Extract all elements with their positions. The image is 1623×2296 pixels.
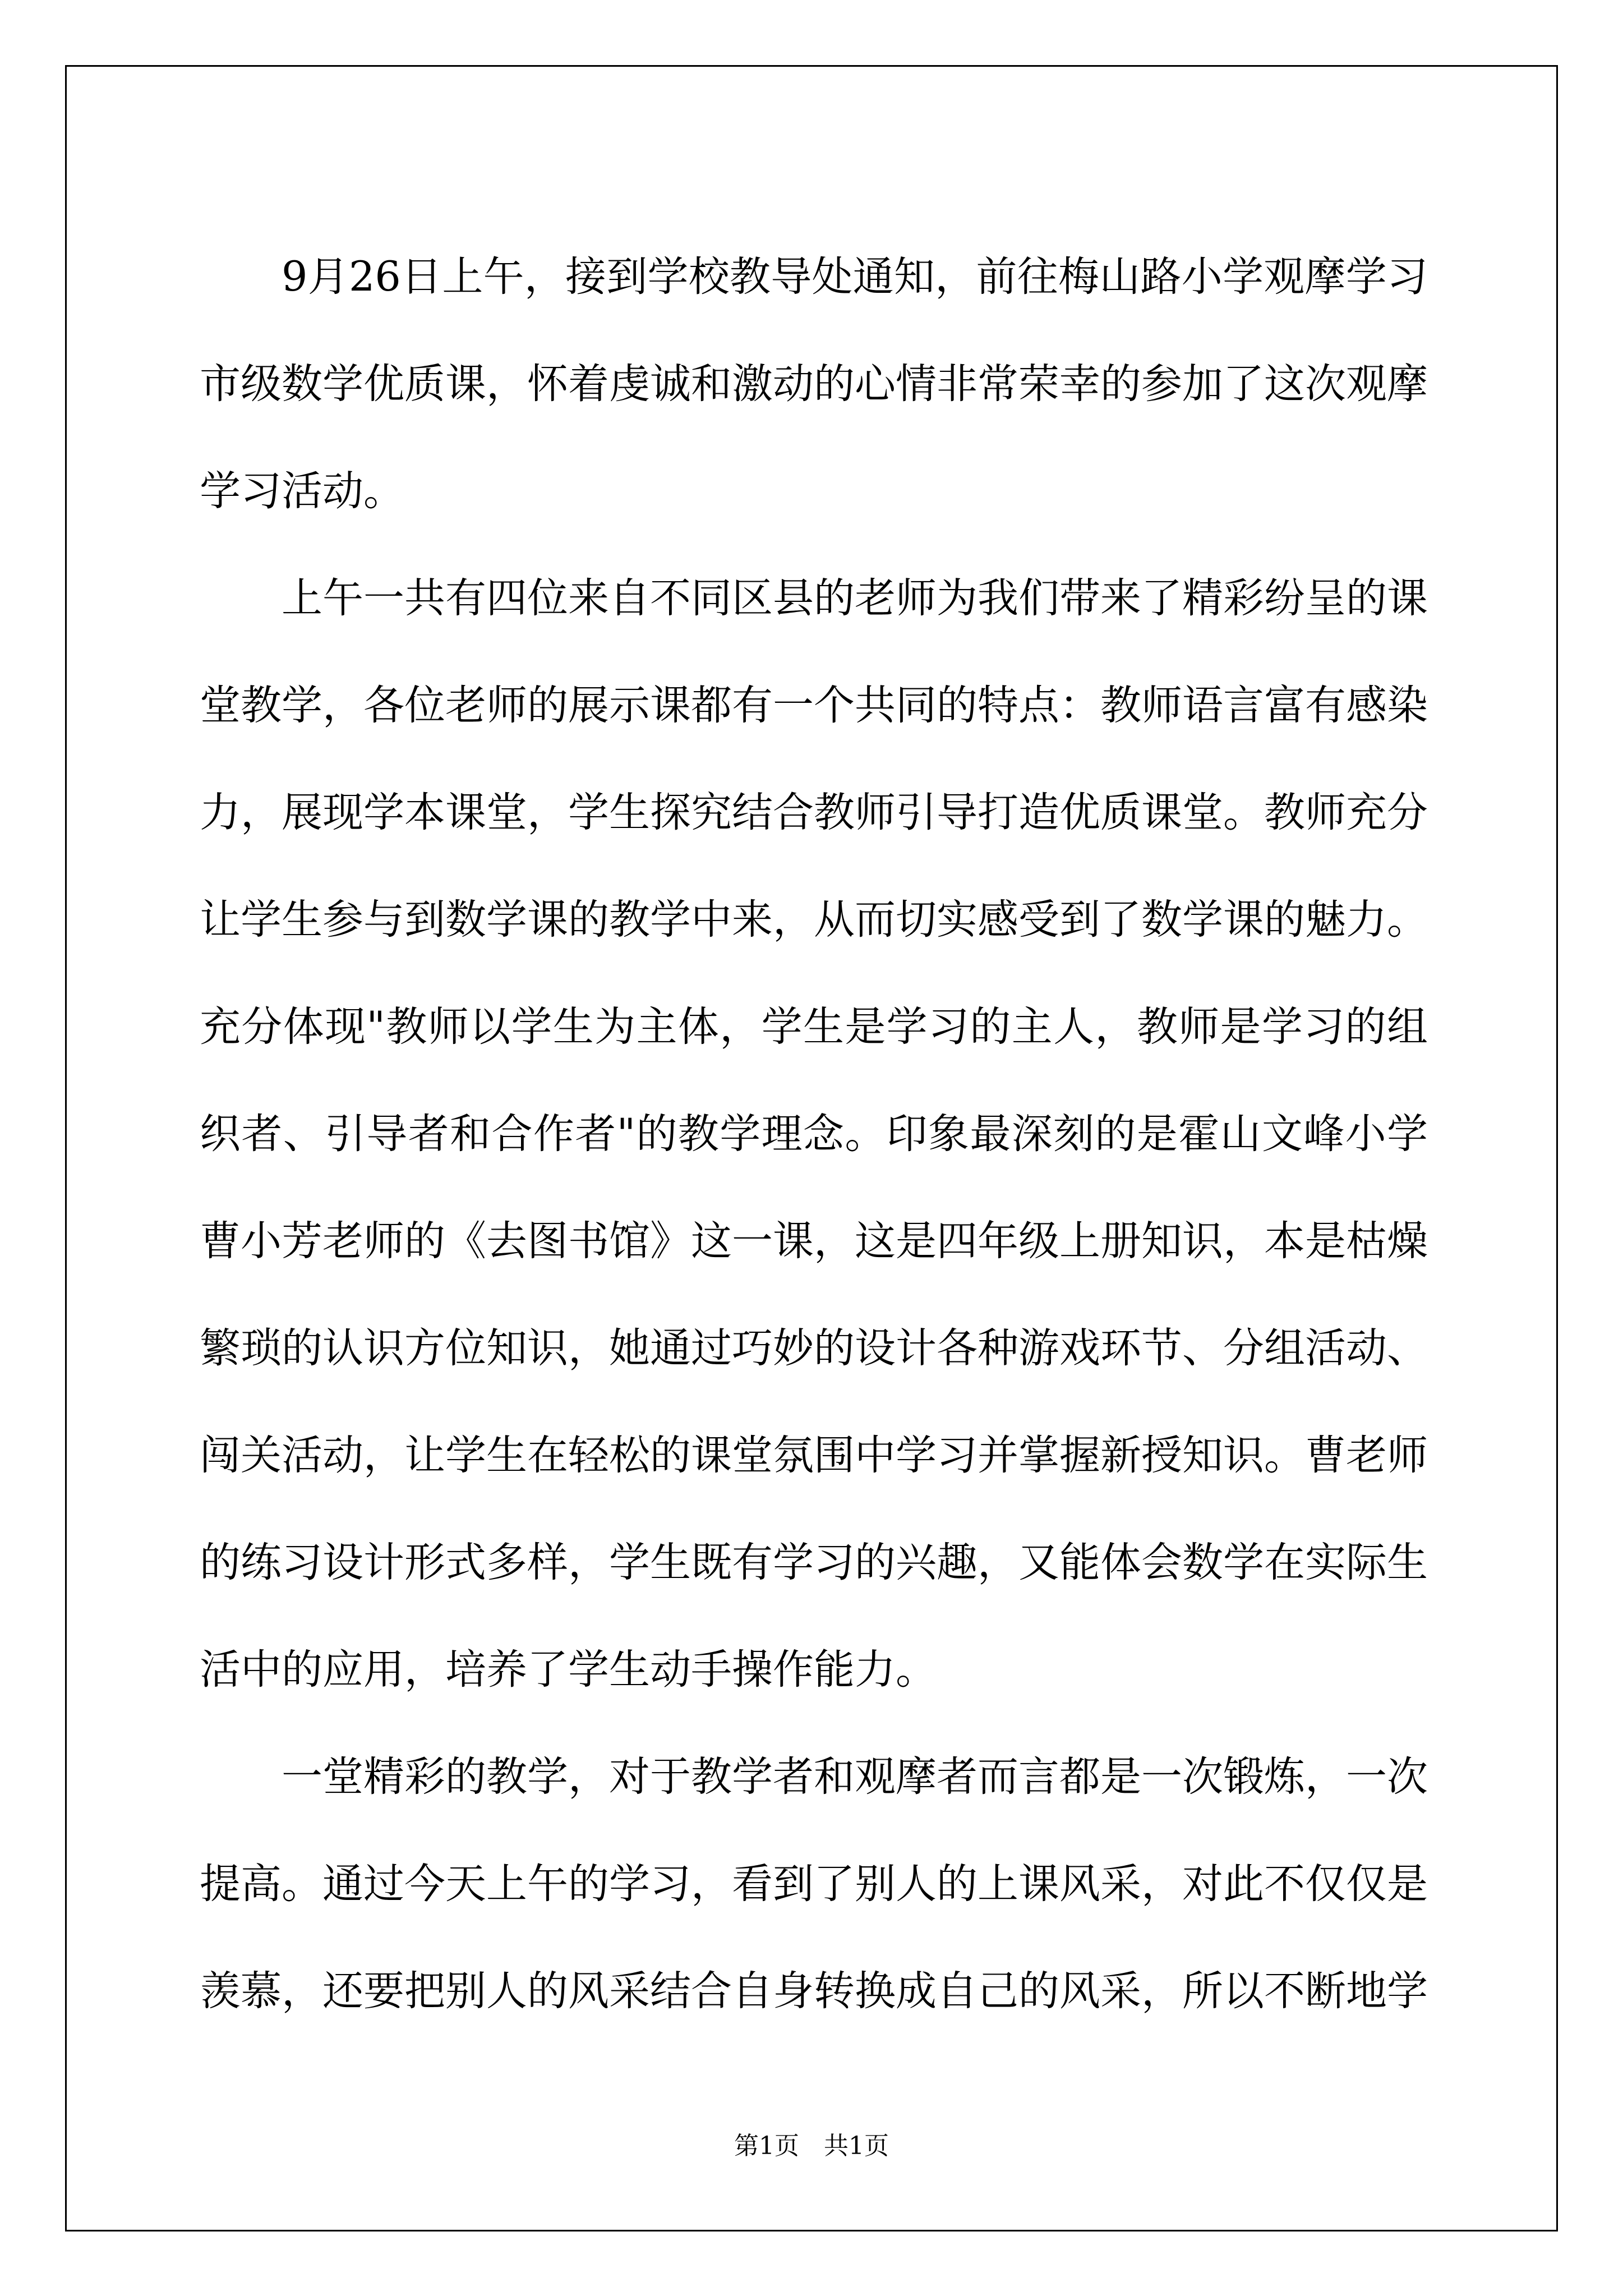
- page-footer: [0, 2129, 1623, 2163]
- page-number-current: 第1页: [734, 2132, 799, 2160]
- page-number-total: 共1页: [824, 2132, 889, 2160]
- paragraph-1: 9月26日上午，接到学校教导处通知，前往梅山路小学观摩学习市级数学优质课，怀着虔诚和激动的心情非常荣幸的参加了这次观摩学习活动。: [200, 253, 1428, 515]
- paragraph-3: 一堂精彩的教学，对于教学者和观摩者而言都是一次锻炼，一次提高。通过今天上午的学习，看到了别人的上课风采，对此不仅仅是羡慕，还要把别人的风采结合自身转换成自己的风采，所以不断地学: [200, 1753, 1428, 2015]
- paragraph-2: 上午一共有四位来自不同区县的老师为我们带来了精彩纷呈的课堂教学，各位老师的展示课都有一个共同的特点：教师语言富有感染力，展现学本课堂，学生探究结合教师引导打造优质课堂。教师充分让学生参与到数学课的教学中来，从而切实感受到了数学课的魅力。充分体现"教师以学生为主体，学生是学习的主人，教师是学习的组织者、引导者和合作者"的教学理念。印象最深刻的是霍山文峰小学曹小芳老师的《去图书馆》这一课，这是四年级上册知识，本是枯燥繁琐的认识方位知识，她通过巧妙的设计各种游戏环节、分组活动、闯关活动，让学生在轻松的课堂氛围中学习并掌握新授知识。曹老师的练习设计形式多样，学生既有学习的兴趣，又能体会数学在实际生活中的应用，培养了学生动手操作能力。: [200, 574, 1428, 1694]
- document-body: [200, 223, 1428, 2045]
